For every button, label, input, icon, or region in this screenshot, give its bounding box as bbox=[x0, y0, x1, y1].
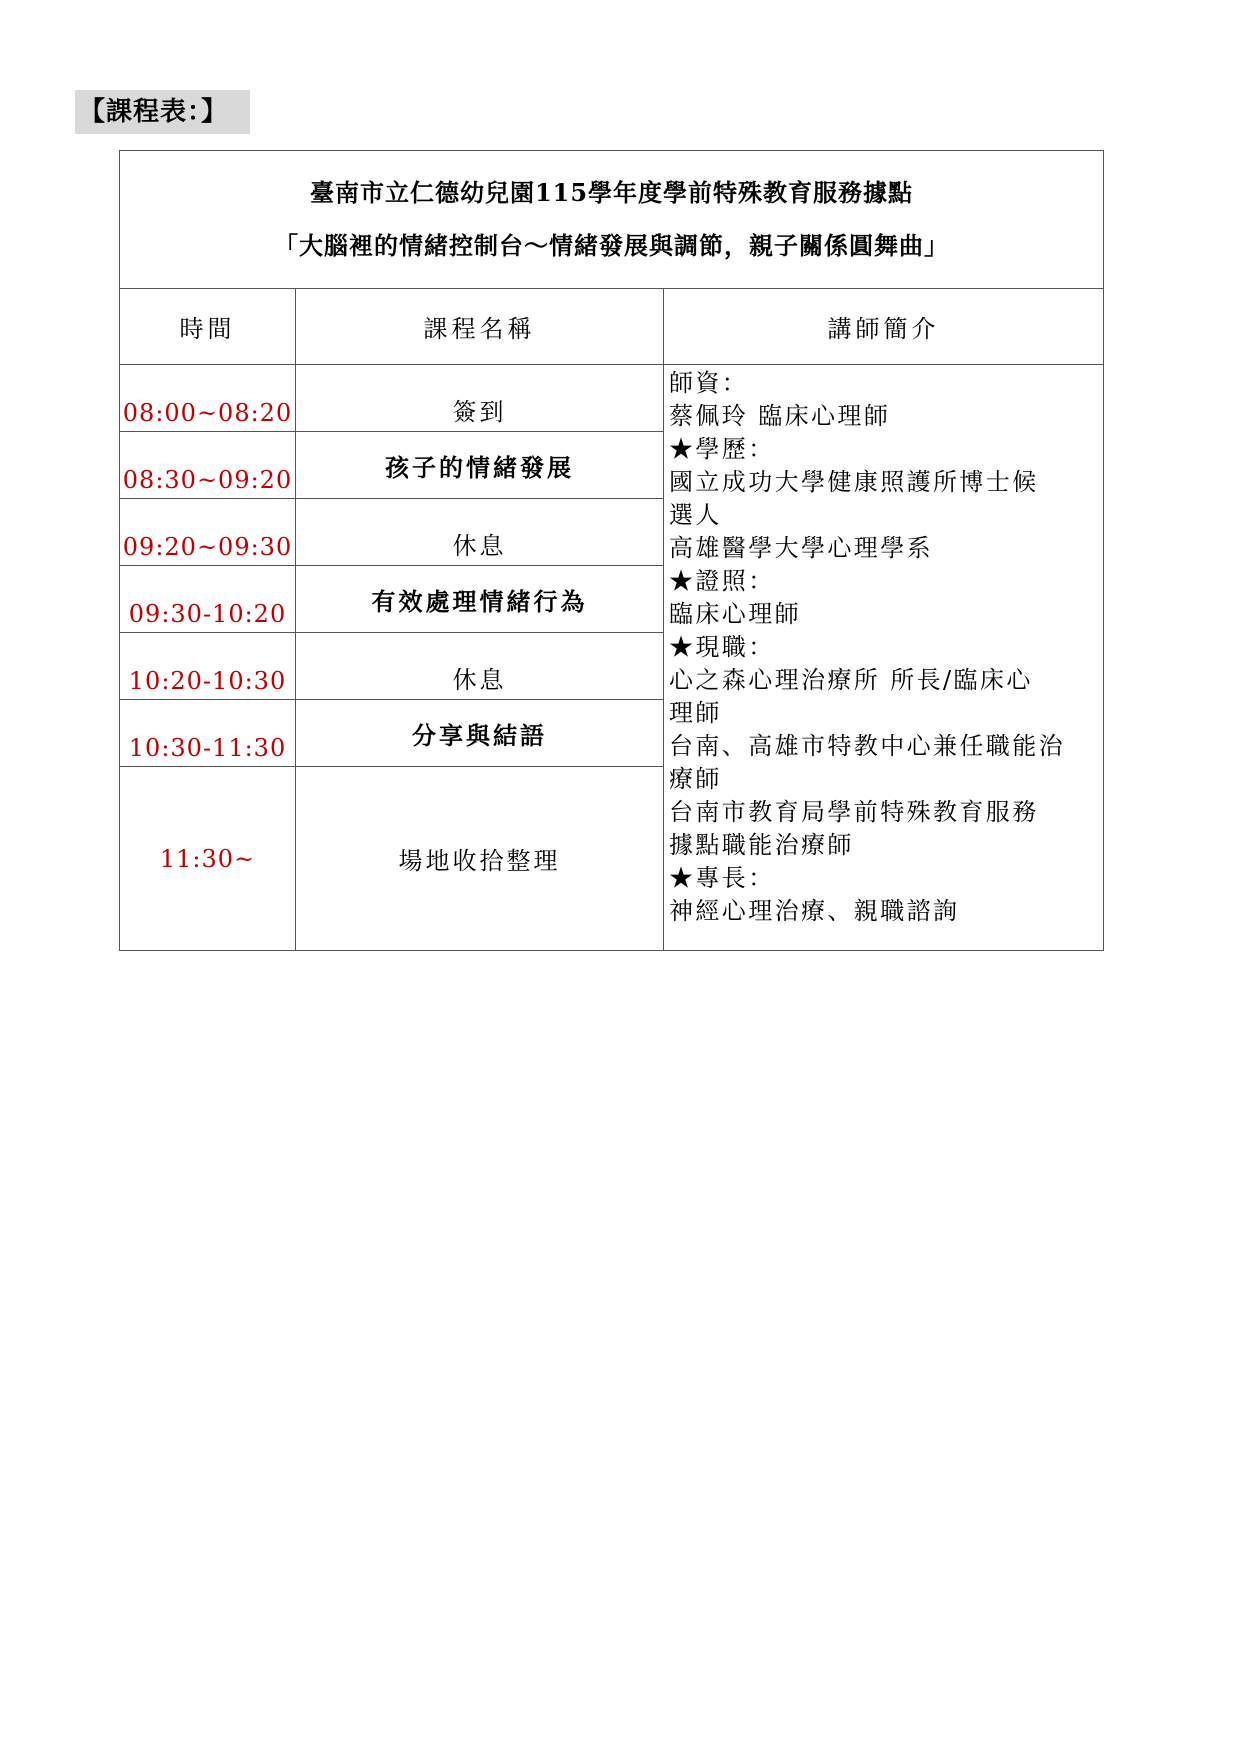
bio-line: 台南市教育局學前特殊教育服務 bbox=[669, 798, 1039, 826]
time-cell: 08:00~08:20 bbox=[120, 365, 296, 432]
title-cell bbox=[120, 151, 1104, 289]
instructor-bio bbox=[664, 365, 1104, 951]
bio-line: 理師 bbox=[669, 699, 722, 727]
bio-line: 臨床心理師 bbox=[669, 600, 801, 628]
bio-line: 台南、高雄市特教中心兼任職能治 bbox=[669, 732, 1065, 760]
course-cell: 分享與結語 bbox=[296, 700, 664, 767]
course-cell: 有效處理情緒行為 bbox=[296, 566, 664, 633]
course-cell: 場地收拾整理 bbox=[296, 767, 664, 951]
time-cell: 09:20~09:30 bbox=[120, 499, 296, 566]
bio-line: 國立成功大學健康照護所博士候 bbox=[669, 468, 1039, 496]
event-title: 臺南市立仁德幼兒園115學年度學前特殊教育服務據點 bbox=[309, 178, 914, 207]
course-schedule-table bbox=[119, 150, 1104, 951]
course-cell: 孩子的情緒發展 bbox=[296, 432, 664, 499]
bio-line: ★專長： bbox=[669, 864, 775, 892]
time-cell: 10:20-10:30 bbox=[120, 633, 296, 700]
bio-line: 選人 bbox=[669, 501, 722, 529]
bio-line: 據點職能治療師 bbox=[669, 831, 854, 859]
course-cell: 簽到 bbox=[296, 365, 664, 432]
course-cell: 休息 bbox=[296, 633, 664, 700]
header-time: 時間 bbox=[120, 289, 296, 365]
bio-line: ★現職： bbox=[669, 633, 775, 661]
course-cell: 休息 bbox=[296, 499, 664, 566]
time-cell: 10:30-11:30 bbox=[120, 700, 296, 767]
header-row bbox=[120, 289, 1104, 365]
bio-line: ★證照： bbox=[669, 567, 775, 595]
bio-line: 蔡佩玲 臨床心理師 bbox=[669, 402, 891, 430]
header-instructor: 講師簡介 bbox=[664, 289, 1104, 365]
bio-line: 療師 bbox=[669, 765, 722, 793]
time-cell: 09:30-10:20 bbox=[120, 566, 296, 633]
bio-line: 高雄醫學大學心理學系 bbox=[669, 534, 933, 562]
table-row bbox=[120, 365, 1104, 432]
header-course: 課程名稱 bbox=[296, 289, 664, 365]
time-cell: 11:30~ bbox=[120, 767, 296, 951]
bio-line: 心之森心理治療所 所長/臨床心 bbox=[669, 666, 1033, 694]
title-row bbox=[120, 151, 1104, 289]
event-subtitle: 「大腦裡的情緒控制台～情緒發展與調節，親子關係圓舞曲」 bbox=[274, 231, 949, 260]
bio-line: ★學歷： bbox=[669, 435, 775, 463]
section-label: 【課程表：】 bbox=[75, 90, 250, 134]
time-cell: 08:30~09:20 bbox=[120, 432, 296, 499]
bio-line: 師資： bbox=[669, 369, 749, 397]
bio-line: 神經心理治療、親職諮詢 bbox=[669, 897, 960, 925]
